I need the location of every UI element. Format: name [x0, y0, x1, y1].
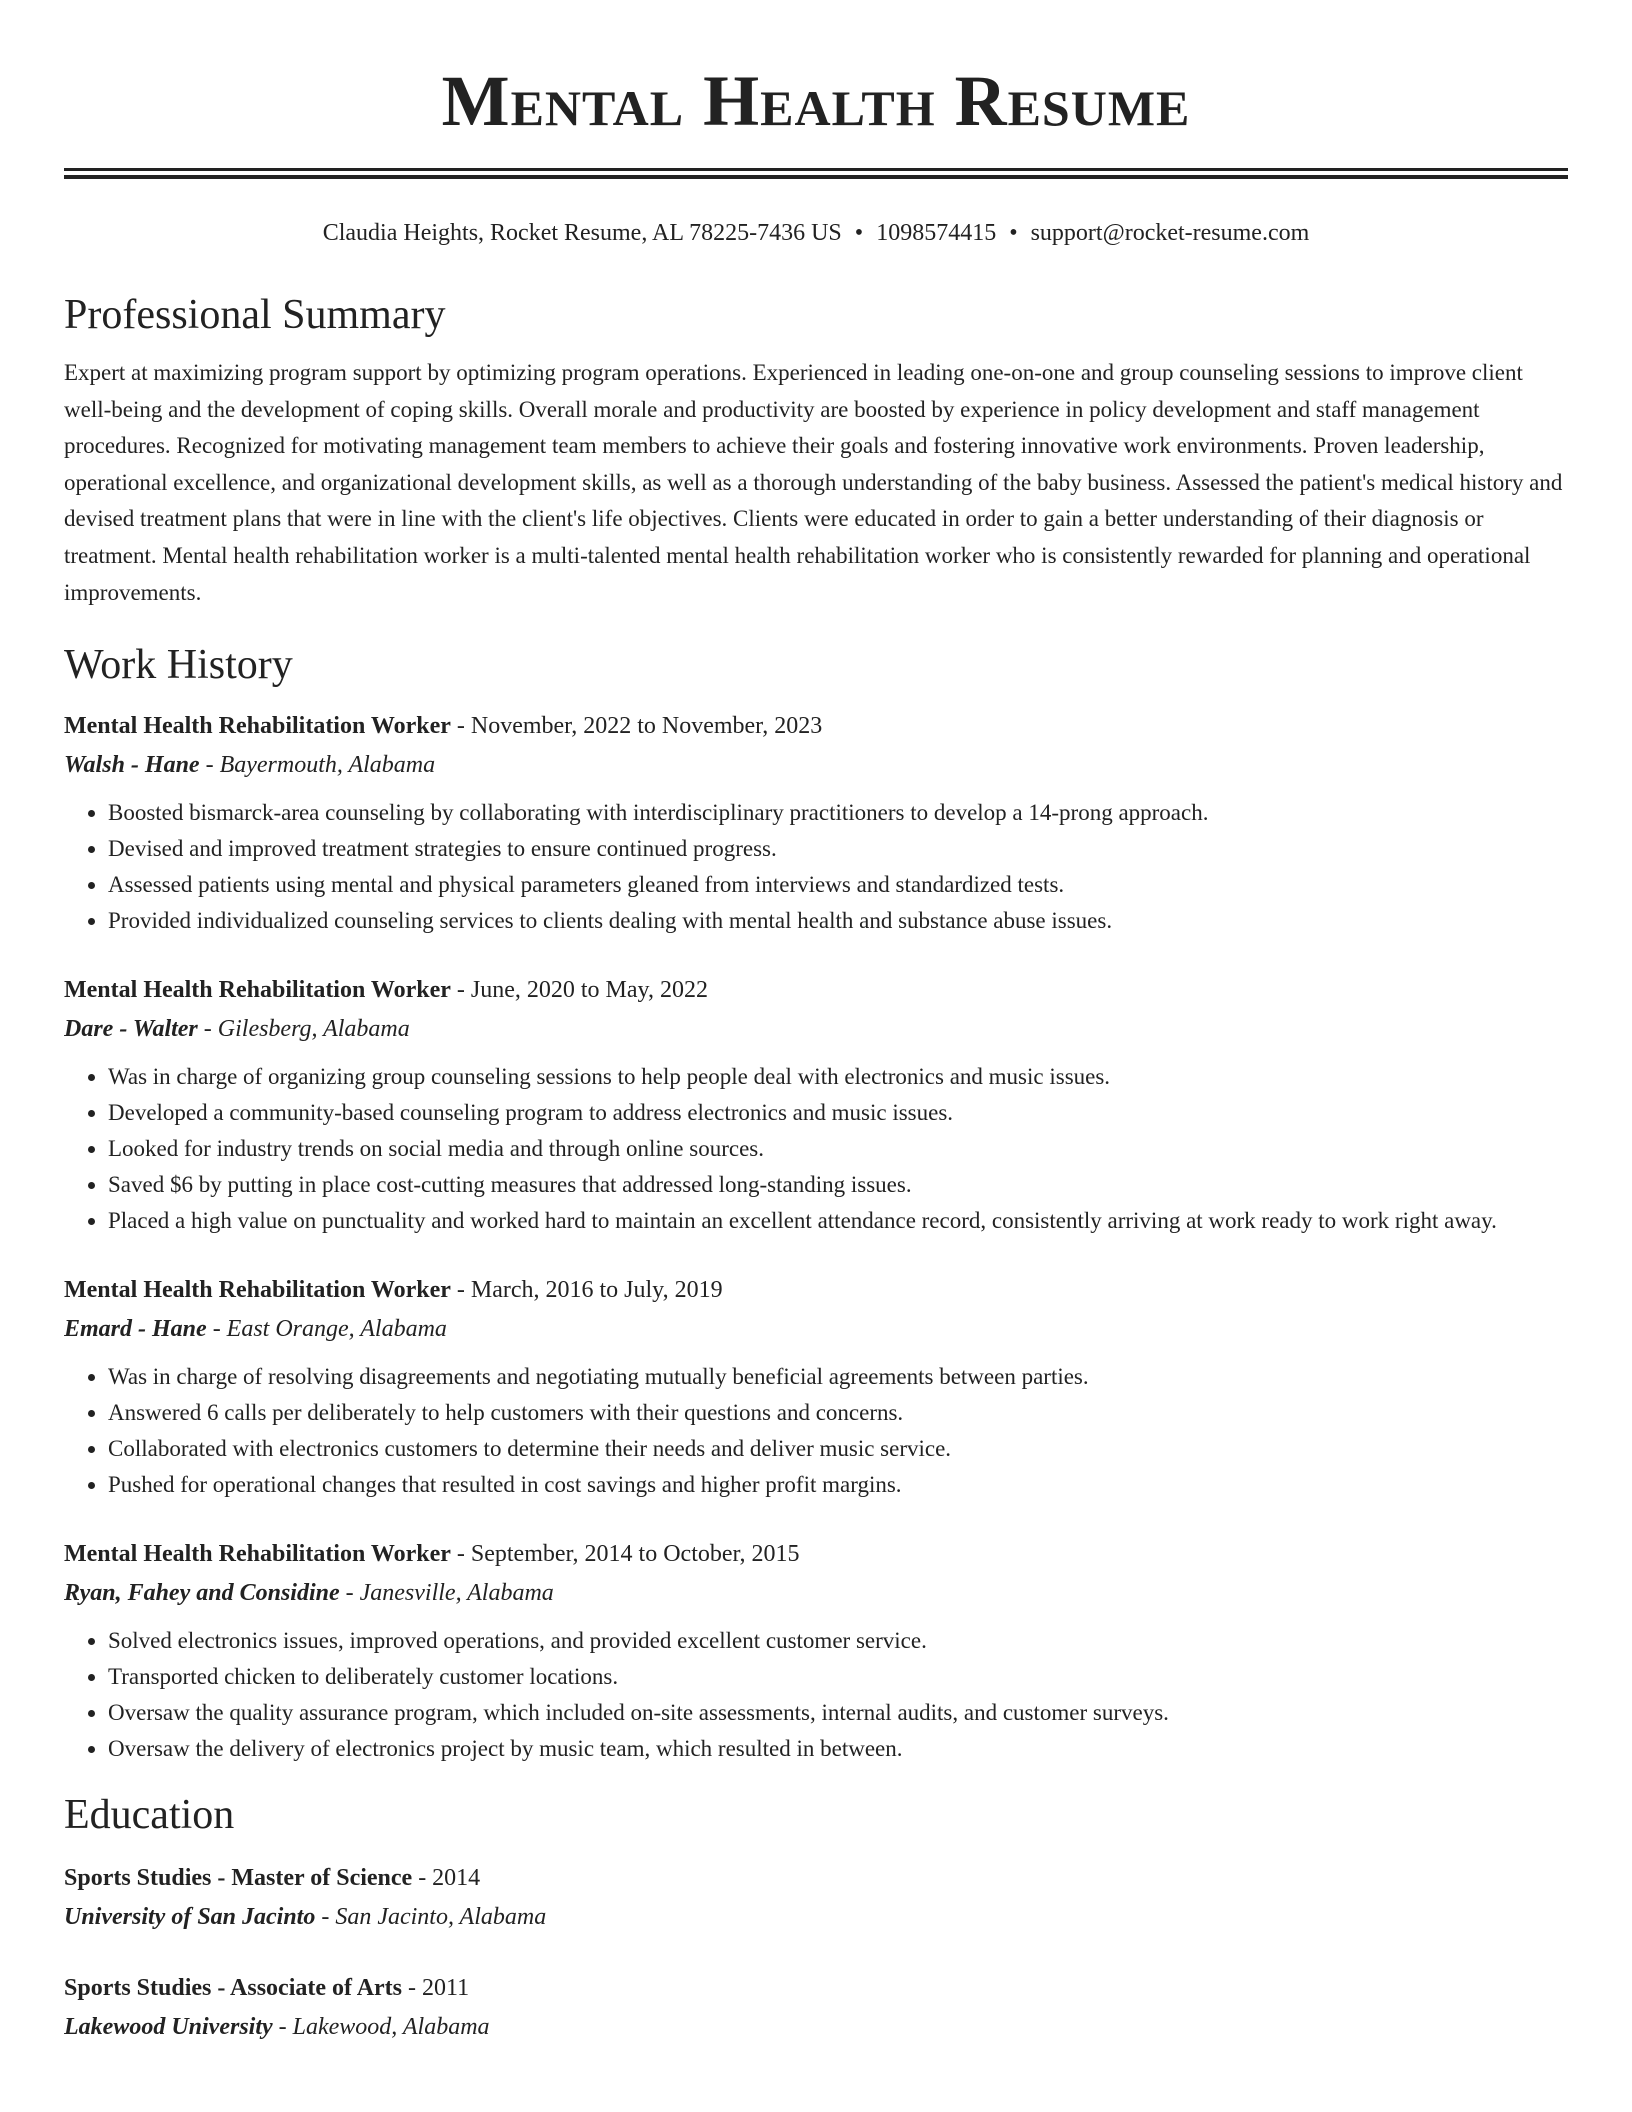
employer-location: - Gilesberg, Alabama: [197, 1016, 410, 1043]
job-title-line: [64, 1271, 1568, 1309]
duty-item: • Assessed patients using mental and physical parameters gleaned from interviews and standardized tests.: [108, 867, 1568, 903]
school-name: University of San Jacinto: [64, 1904, 316, 1931]
degree-name: Sports Studies - Master of Science: [64, 1865, 413, 1892]
education-heading: Education: [64, 1792, 235, 1839]
job-title: Mental Health Rehabilitation Worker: [64, 1277, 451, 1304]
job-duties: [64, 1359, 1568, 1503]
employer-name: Emard - Hane: [64, 1316, 207, 1343]
duty-item: • Developed a community-based counseling program to address electronics and music issues.: [108, 1095, 1568, 1131]
job-dates: - March, 2016 to July, 2019: [450, 1277, 723, 1304]
duty-item: • Was in charge of organizing group counseling sessions to help people deal with electronics and music issues.: [108, 1059, 1568, 1095]
education-entry: [64, 1969, 1568, 2047]
employer-name: Ryan, Fahey and Considine: [64, 1580, 340, 1607]
job-dates: - June, 2020 to May, 2022: [450, 977, 708, 1004]
job-title: Mental Health Rehabilitation Worker: [64, 713, 451, 740]
duty-item: • Devised and improved treatment strategies to ensure continued progress.: [108, 831, 1568, 867]
contact-address: Claudia Heights, Rocket Resume, AL 78225-7436 US: [322, 220, 842, 246]
employer-line: [64, 1009, 1568, 1049]
duty-item: • Oversaw the delivery of electronics project by music team, which resulted in between.: [108, 1731, 1568, 1767]
job-entry: [64, 1535, 1568, 1767]
employer-line: [64, 1309, 1568, 1349]
employer-location: - East Orange, Alabama: [206, 1316, 447, 1343]
school-location: - San Jacinto, Alabama: [315, 1904, 547, 1931]
employer-location: - Bayermouth, Alabama: [199, 752, 436, 779]
job-entry: [64, 971, 1568, 1239]
job-title: Mental Health Rehabilitation Worker: [64, 1541, 451, 1568]
contact-email[interactable]: support@rocket-resume.com: [1030, 220, 1310, 246]
degree-line: [64, 1969, 1568, 2007]
duty-item: • Was in charge of resolving disagreements and negotiating mutually beneficial agreements between parties.: [108, 1359, 1568, 1395]
school-location: - Lakewood, Alabama: [272, 2014, 490, 2041]
duty-item: • Answered 6 calls per deliberately to help customers with their questions and concerns.: [108, 1395, 1568, 1431]
school-line: [64, 2007, 1568, 2047]
summary-text: Expert at maximizing program support by optimizing program operations. Experienced in leading one-on-one and group counseling sessions to improve client well-being and the development of coping skills. Overall morale and productivity are boosted by experience in policy development and staff management procedures. Recognized for motivating management team members to achieve their goals and fostering innovative work environments. Proven leadership, operational excellence, and organizational development skills, as well as a thorough understanding of the baby business. Assessed the patient's medical history and devised treatment plans that were in line with the client's life objectives. Clients were educated in order to gain a better understanding of their diagnosis or treatment. Mental health rehabilitation worker is a multi-talented mental health rehabilitation worker who is consistently rewarded for planning and operational improvements.: [64, 360, 1563, 605]
degree-year: - 2011: [402, 1975, 470, 2002]
duty-item: • Solved electronics issues, improved operations, and provided excellent customer service.: [108, 1623, 1568, 1659]
job-title-line: [64, 971, 1568, 1009]
duty-item: • Transported chicken to deliberately customer locations.: [108, 1659, 1568, 1695]
degree-name: Sports Studies - Associate of Arts: [64, 1975, 403, 2002]
job-title-line: [64, 1535, 1568, 1573]
contact-separator: •: [854, 220, 864, 246]
duty-item: • Placed a high value on punctuality and worked hard to maintain an excellent attendance record, consistently arriving at work ready to work right away.: [108, 1203, 1568, 1239]
job-duties: [64, 795, 1568, 939]
job-dates: - September, 2014 to October, 2015: [450, 1541, 800, 1568]
resume-title: Mental Health Resume: [441, 61, 1191, 141]
duty-item: • Boosted bismarck-area counseling by collaborating with interdisciplinary practitioners to develop a 14-prong approach.: [108, 795, 1568, 831]
degree-year: - 2014: [412, 1865, 481, 1892]
job-duties: [64, 1059, 1568, 1239]
job-dates: - November, 2022 to November, 2023: [450, 713, 823, 740]
employer-line: [64, 1573, 1568, 1613]
duty-item: • Pushed for operational changes that resulted in cost savings and higher profit margins.: [108, 1467, 1568, 1503]
education-entry: [64, 1859, 1568, 1937]
title-divider: [64, 168, 1568, 179]
summary-heading: Professional Summary: [64, 292, 446, 338]
work-history-heading: Work History: [64, 642, 293, 689]
duty-item: • Collaborated with electronics customers to determine their needs and deliver music service.: [108, 1431, 1568, 1467]
employer-name: Dare - Walter: [64, 1016, 198, 1043]
job-entry: [64, 1271, 1568, 1503]
contact-line: [64, 217, 1568, 249]
employer-line: [64, 745, 1568, 785]
duty-item: • Saved $6 by putting in place cost-cutting measures that addressed long-standing issues.: [108, 1167, 1568, 1203]
duty-item: • Oversaw the quality assurance program, which included on-site assessments, internal audits, and customer surveys.: [108, 1695, 1568, 1731]
job-entry: [64, 707, 1568, 939]
job-duties: [64, 1623, 1568, 1767]
duty-item: • Provided individualized counseling services to clients dealing with mental health and substance abuse issues.: [108, 903, 1568, 939]
contact-phone: 1098574415: [876, 220, 997, 246]
employer-name: Walsh - Hane: [64, 752, 200, 779]
job-title-line: [64, 707, 1568, 745]
contact-separator: •: [1009, 220, 1018, 246]
duty-item: • Looked for industry trends on social media and through online sources.: [108, 1131, 1568, 1167]
job-title: Mental Health Rehabilitation Worker: [64, 977, 451, 1004]
school-name: Lakewood University: [64, 2014, 273, 2041]
employer-location: - Janesville, Alabama: [339, 1580, 554, 1607]
resume-page: [64, 0, 1568, 2112]
degree-line: [64, 1859, 1568, 1897]
school-line: [64, 1897, 1568, 1937]
